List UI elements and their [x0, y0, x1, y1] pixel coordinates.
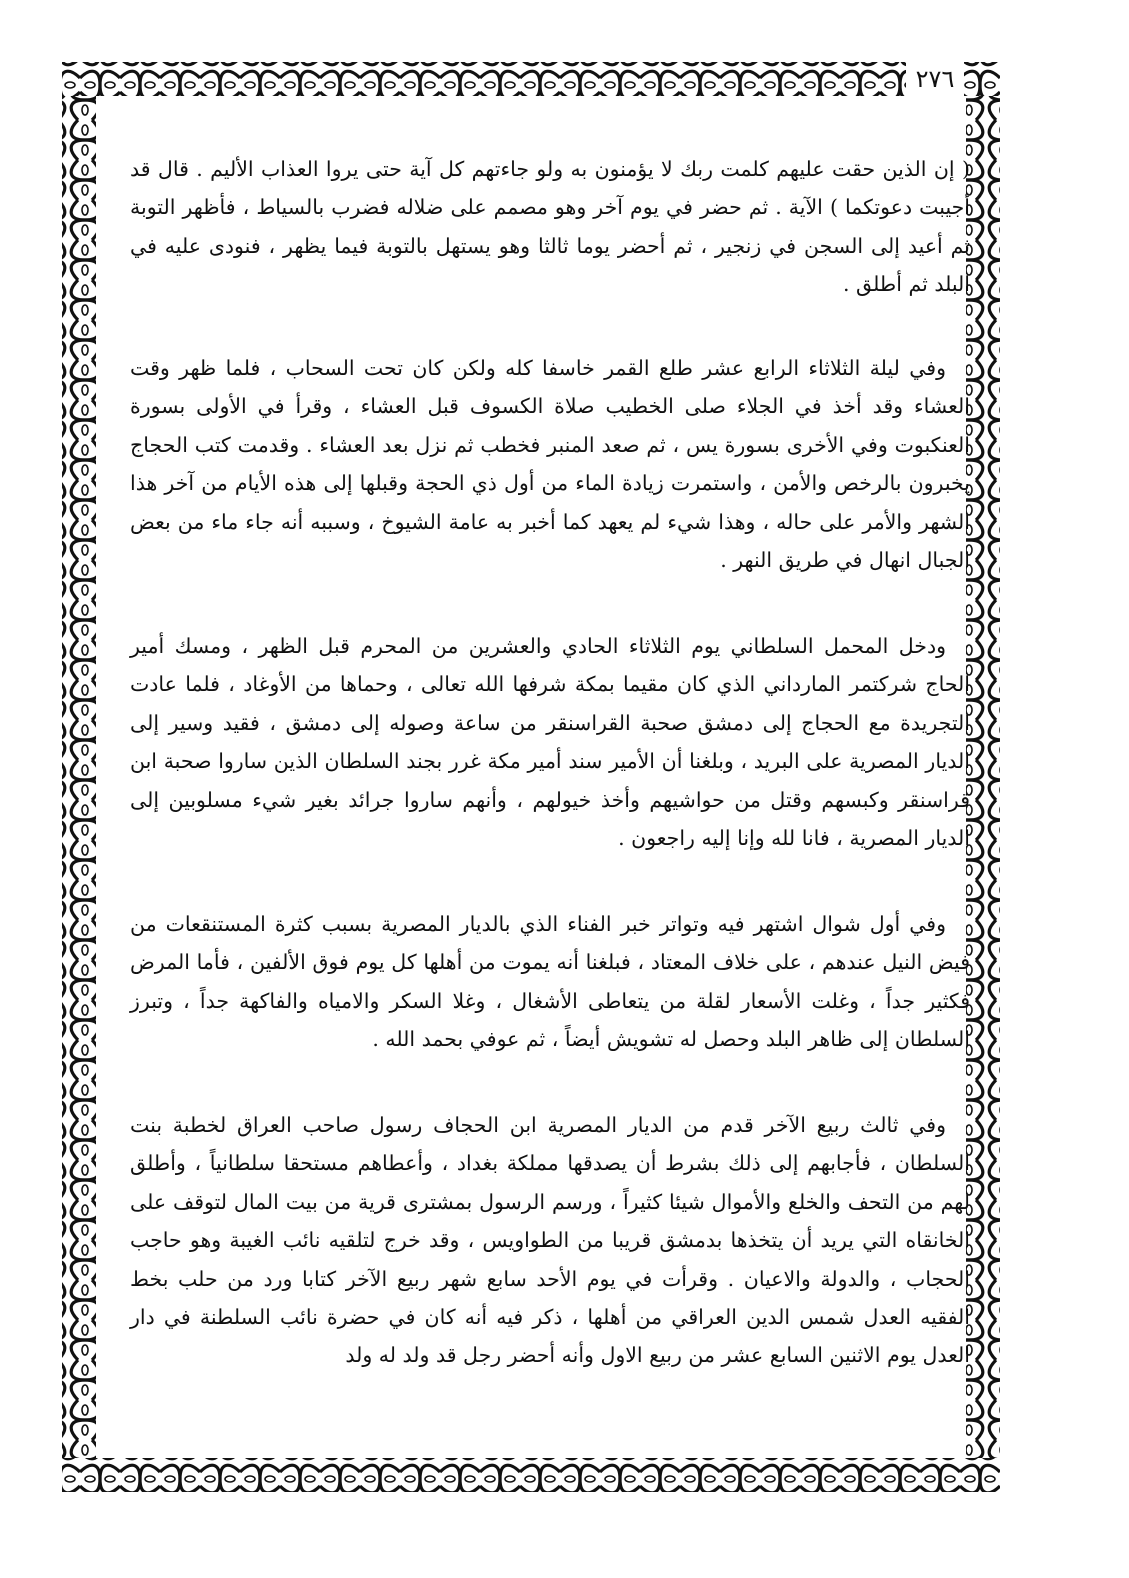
- body-text: [130, 150, 970, 1440]
- paragraph: ( إن الذين حقت عليهم كلمت ربك لا يؤمنون به ولو جاءتهم كل آية حتى يروا العذاب الأليم . قال قد أجيبت دعوتكما ) الآية . ثم حضر في يوم آخر وهو مصمم على ضلاله فضرب بالسياط ، فأظهر التوبة ثم أعيد إلى السجن في زنجير ، ثم أحضر يوما ثالثا وهو يستهل بالتوبة فيما يظهر ، فنودى عليه في البلد ثم أطلق .: [130, 157, 970, 297]
- paragraph: وفي ليلة الثلاثاء الرابع عشر طلع القمر خاسفا كله ولكن كان تحت السحاب ، فلما ظهر وقت العشاء وقد أخذ في الجلاء صلى الخطيب صلاة الكسوف قبل العشاء ، وقرأ في الأولى بسورة العنكبوت وفي الأخرى بسورة يس ، ثم صعد المنبر فخطب ثم نزل بعد العشاء . وقدمت كتب الحجاج يخبرون بالرخص والأمن ، واستمرت زيادة الماء من أول ذي الحجة وقبلها إلى هذه الأيام من آخر هذا الشهر والأمر على حاله ، وهذا شيء لم يعهد كما أخبر به عامة الشيوخ ، وسببه أنه جاء ماء من بعض الجبال انهال في طريق النهر .: [130, 356, 970, 573]
- page-number: ٢٧٦: [906, 62, 964, 96]
- border-right: [966, 96, 1000, 1458]
- paragraph: وفي ثالث ربيع الآخر قدم من الديار المصرية ابن الحجاف رسول صاحب العراق لخطبة بنت السلطان ، فأجابهم إلى ذلك بشرط أن يصدقها مملكة بغداد ، وأعطاهم مستحقا سلطانياً ، وأطلق لهم من التحف والخلع والأموال شيئا كثيراً ، ورسم الرسول بمشترى قرية من بيت المال لتوقف على الخانقاه التي يريد أن يتخذها بدمشق قريبا من الطواويس ، وقد خرج لتلقيه نائب الغيبة وهو حاجب الحجاب ، والدولة والاعيان . وقرأت في يوم الأحد سابع شهر ربيع الآخر كتابا ورد من حلب بخط الفقيه العدل شمس الدين العراقي من أهلها ، ذكر فيه أنه كان في حضرة نائب السلطنة في دار العدل يوم الاثنين السابع عشر من ربيع الاول وأنه أحضر رجل قد ولد له ولد: [130, 1113, 970, 1368]
- paragraph: وفي أول شوال اشتهر فيه وتواتر خبر الفناء الذي بالديار المصرية بسبب كثرة المستنقعات من فيض النيل عندهم ، على خلاف المعتاد ، فبلغنا أنه يموت من أهلها كل يوم فوق الألفين ، فأما المرض فكثير جداً ، وغلت الأسعار لقلة من يتعاطى الأشغال ، وغلا السكر والامياه والفاكهة جداً ، وتبرز السلطان إلى ظاهر البلد وحصل له تشويش أيضاً ، ثم عوفي بحمد الله .: [130, 912, 970, 1052]
- border-left: [62, 96, 96, 1458]
- paragraph: ودخل المحمل السلطاني يوم الثلاثاء الحادي والعشرين من المحرم قبل الظهر ، ومسك أمير الحاج شركتمر المارداني الذي كان مقيما بمكة شرفها الله تعالى ، وحماها من الأوغاد ، فلما عادت التجريدة مع الحجاج إلى دمشق صحبة القراسنقر من ساعة وصوله إلى دمشق ، فقيد وسير إلى الديار المصرية على البريد ، وبلغنا أن الأمير سند أمير مكة غرر بجند السلطان الذين ساروا صحبة ابن قراسنقر وكبسهم وقتل من حواشيهم وأخذ خيولهم ، وأنهم ساروا جرائد بغير شيء مسلوبين إلى الديار المصرية ، فانا لله وإنا إليه راجعون .: [130, 634, 970, 851]
- border-top: [62, 62, 1000, 96]
- border-bottom: [62, 1458, 1000, 1492]
